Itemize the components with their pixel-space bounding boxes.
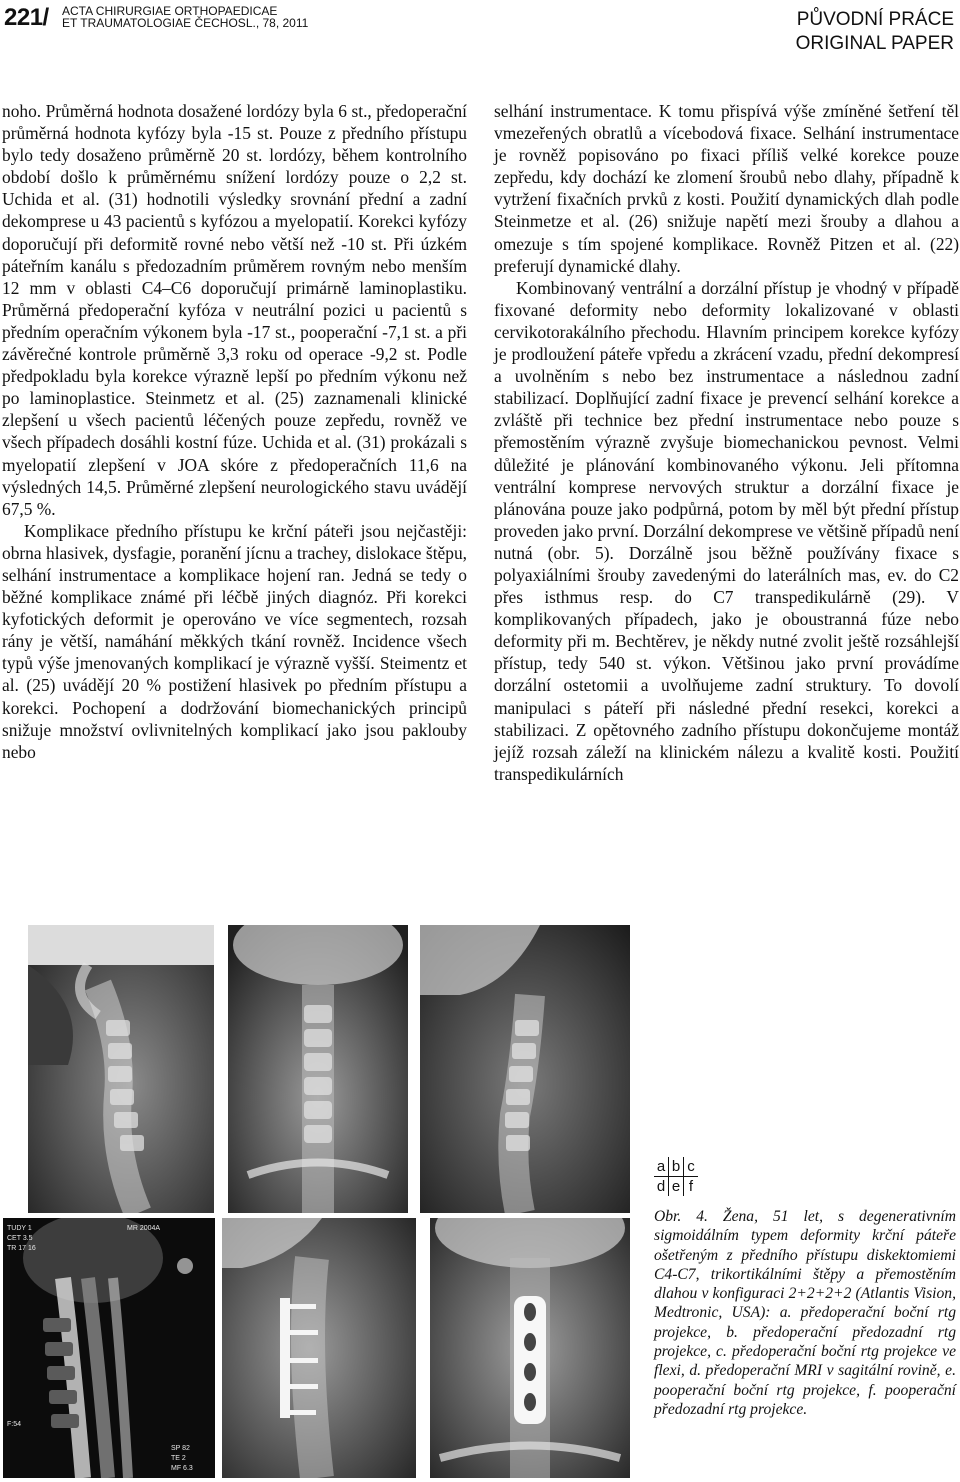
section-label [796, 8, 954, 56]
mri-label: TR 17 16 [7, 1245, 36, 1252]
panel-key-letter: e [668, 1177, 683, 1196]
journal-name [62, 5, 308, 29]
panel-key-letter: a [656, 1158, 666, 1175]
figure-panel-f-postop-ap-xray [430, 1218, 630, 1478]
text-column-left [2, 100, 467, 763]
figure-panel-e-postop-lateral-xray [222, 1218, 416, 1478]
mri-label: TE 2 [171, 1455, 186, 1462]
section-label-en: ORIGINAL PAPER [795, 33, 954, 54]
paragraph-lordosis-results: noho. Průměrná hodnota dosažené lordózy byla 6 st., předoperační průměrná hodnota kyfózy byla -15 st. Pouze z předního přístupu bylo tedy dosaženo průměrně 20 st. lordózy, během kontrolního období došlo k průměrnému snížení lordózy pouze o 2,2 st. Uchida et al. (31) hodnotili výsledky srovnání přední a zadní dekomprese u 43 pacientů s kyfózou a myelopatií. Korekci kyfózy doporučují při deformitě rovné nebo větší než -10 st. Při úzkém páteřním kanálu s předozadním průměrem rovným nebo menším 12 mm v oblasti C4–C6 doporučují primárně laminoplastiku. Průměrná předoperační kyfóza v neutrální pozici u pacientů s předním operačním výkonem byla -17 st., pooperační -7,1 st. a při závěrečné kontrole průměrně 3,3 roku od operace -9,2 st. Podle předpokladu byla korekce výrazně lepší po předním výkonu než po laminoplastice. Steinmetz et al. (25) zaznamenali klinické zlepšení u všech pacientů léčených pouze zepředu, rovněž ve všech případech dosáhli kostní fúze. Uchida et al. (31) prokázali s myelopatií zlepšení v JOA skóre z předoperačních 11,6 na výsledných 14,5. Průměrné zlepšení neurologického stavu uvádějí 67,5 %. [2, 101, 467, 519]
panel-key-letter: f [683, 1177, 698, 1196]
figure-caption: Obr. 4. Žena, 51 let, s degenerativním sigmoidálním typem deformity krční páteře ošetřeným z předního přístupu diskektomiemi C4-C7, trikortikálními štěpy a přemostěním dlahou v konfiguraci 2+2+2+2 (Atlantis Vision, Medtronic, USA): a. předoperační boční rtg projekce, b. předoperační předozadní rtg projekce, c. předoperační boční rtg projekce ve flexi, d. předoperační MRI v sagitální rovině, e. pooperační boční rtg projekce, f. pooperační předozadní rtg projekce. [654, 1208, 956, 1418]
mri-label: MF 6.3 [171, 1465, 193, 1472]
journal-name-line1: ACTA CHIRURGIAE ORTHOPAEDICAE [62, 4, 278, 18]
mri-label: TUDY 1 [7, 1225, 32, 1232]
figure-panel-d-preop-mri [3, 1218, 215, 1478]
mri-label: F:54 [7, 1421, 22, 1428]
paragraph-instrumentation-failure: selhání instrumentace. K tomu přispívá výše zmíněné šetření těl vmezeřených obratlů a vícebodová fixace. Selhání instrumentace je rovněž popisováno po fixaci příliš velké korekce pouze zepředu, kdy dochází ke zlomení šroubů nebo dlahy, případně k vytržení fixačních prvků z kosti. Použití dynamických dlah podle Steinmetze et al. (26) snižuje napětí mezi šrouby a dlahou a omezuje s tím spojené komplikace. Rovněž Pitzen et al. (22) preferují dynamické dlahy. [494, 101, 959, 276]
journal-name-line2: ET TRAUMATOLOGIAE ČECHOSL., 78, 2011 [62, 16, 309, 30]
text-column-right [494, 100, 959, 785]
mri-label: MR 2004A [127, 1225, 161, 1232]
figure-panel-key [654, 1157, 698, 1196]
panel-key-letter: d [656, 1178, 666, 1195]
page-number: 221/ [4, 4, 49, 31]
figure-panel-b-preop-ap-xray [228, 925, 408, 1213]
panel-key-letter: b [668, 1157, 683, 1176]
mri-label: CET 3.5 [7, 1235, 33, 1242]
paragraph-complications: Komplikace předního přístupu ke krční páteři jsou nejčastěji: obrna hlasivek, dysfagie, poranění jícnu a trachey, dislokace štěpu, selhání instrumentace a komplikace hojení ran. Jedná se tedy o běžné komplikace známé při léčbě jiných diagnóz. Při korekci kyfotických deformit je operováno ve více segmentech, rozsah rány je větší, namáhání měkkých tkání rovněž. Incidence všech typů výše jmenovaných komplikací je výrazně vyšší. Steimentz et al. (25) uvádějí 20 % postižení hlasivek po předním přístupu a korekci. Pochopení a dodržování biomechanických principů snižuje množství ovlivnitelných komplikací jako jsou paklouby nebo [2, 520, 467, 762]
mri-label: SP 82 [171, 1445, 190, 1452]
page-header [0, 0, 960, 62]
paragraph-combined-approach: Kombinovaný ventrální a dorzální přístup je vhodný v případě fixované deformity nebo deformity lokalizované v oblasti cervikotorakálního přechodu. Hlavním principem korekce kyfózy je prodloužení páteře vpředu a zkrácení vzadu, přední dekompresí a uvolněním s nebo bez instrumentace a následnou zadní stabilizací. Doplňující zadní fixace je prevencí selhání korekce a zvláště při technice bez přední instrumentace nebo pouze s přemostěním výrazně zvyšuje biomechanickou pevnost. Velmi důležité je plánování kombinovaného výkonu. Jeli přítomna ventrální komprese nervových struktur a dorzální fixace je plánována pouze jako podpůrná, potom by měl být přední přístup proveden jako první. Dorzální dekomprese ve většině případů není nutná (obr. 5). Dorzálně jsou běžně používány fixace s polyaxiálními šrouby zavedenými do laterálních mas, ev. do C2 přes isthmus resp. do C7 transpedikulárně (29). V komplikovaných případech, jako je oboustranná fúze nebo deformity při m. Bechtěrev, je někdy nutné zvolit ještě rozsáhlejší přístup, tedy 540 st. výkon. Většinou jako první provádíme dorzální ostetomii a uvolňujeme zadní struktury. To dovolí manipulaci s páteří při následné přední resekci, korekci a stabilizaci. Z opětovného zadního přístupu dokončujeme montáž jejíž rozsah záleží na klinickém nálezu a kvalitě kosti. Použití transpedikulárních [494, 277, 959, 784]
section-label-cz: PŮVODNÍ PRÁCE [796, 9, 954, 30]
figure-panel-a-preop-lateral-xray [28, 925, 214, 1213]
panel-key-letter: c [683, 1157, 698, 1176]
figure-panel-c-preop-flexion-xray [420, 925, 630, 1213]
